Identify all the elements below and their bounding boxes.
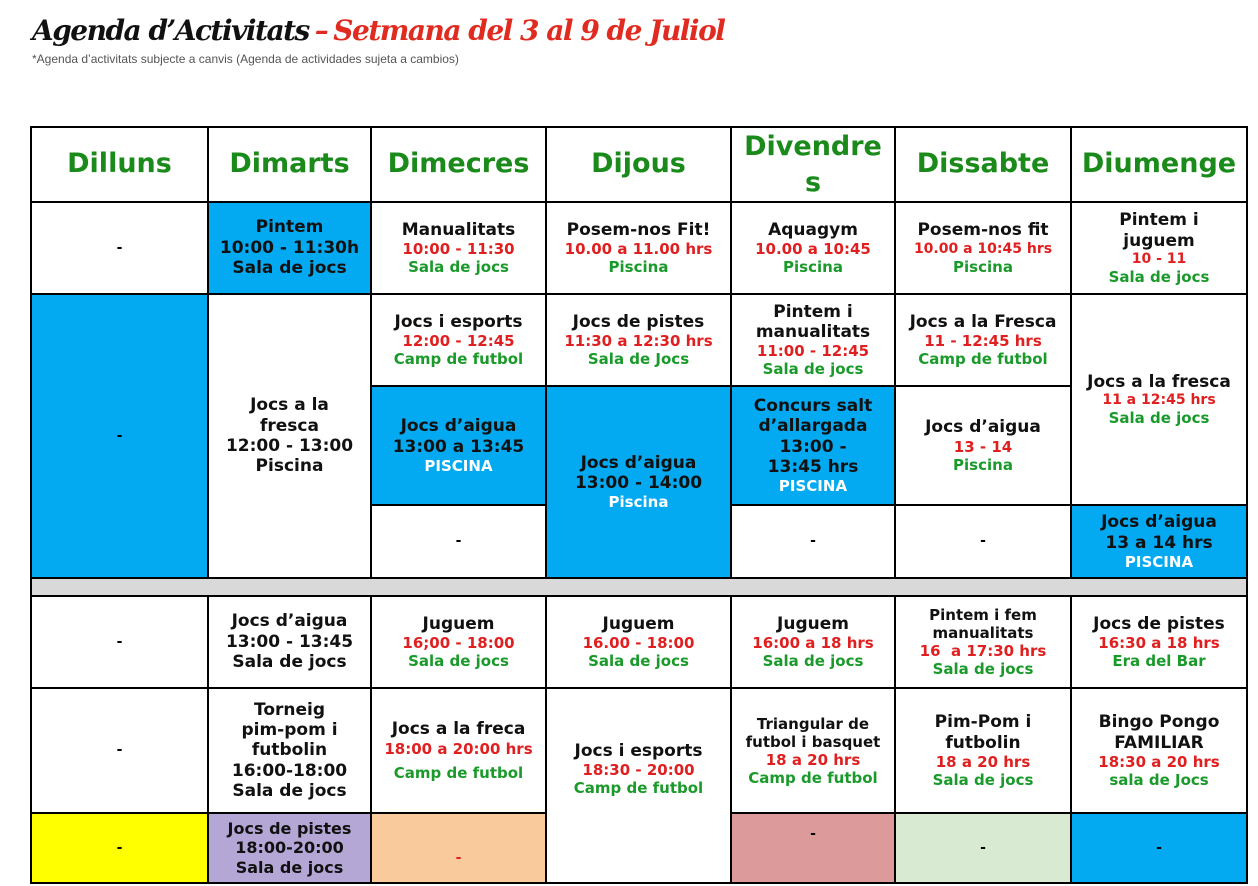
activity-location: Piscina <box>783 258 843 277</box>
activity-time: 11 a 12:45 hrs <box>1102 392 1216 409</box>
activity-title: Aquagym <box>768 219 858 240</box>
activity-cell <box>894 293 1072 387</box>
empty-dash: - <box>980 839 986 856</box>
activity-time: 10:00 - 11:30 <box>402 240 515 259</box>
activity-time: 18:00-20:00 <box>235 838 344 858</box>
activity-time: 18:30 - 20:00 <box>582 761 695 780</box>
activity-title: Jocs de pistes <box>227 819 352 839</box>
header-label: Dimarts <box>229 148 350 180</box>
activity-location: Piscina <box>255 456 324 477</box>
activity-time: 16:00-18:00 <box>231 760 348 781</box>
activity-time: 12:00 - 12:45 <box>402 332 515 351</box>
title-week: Setmana del 3 al 9 de Juliol <box>333 14 725 47</box>
saturday-slot-night <box>894 812 1072 884</box>
activity-cell <box>894 201 1072 295</box>
activity-time: 16:30 a 18 hrs <box>1098 634 1220 653</box>
monday-slot-evening <box>30 687 209 814</box>
empty-dash: - <box>455 533 462 550</box>
activity-location: Sala de jocs <box>932 770 1034 789</box>
monday-slot-morning <box>30 201 209 295</box>
empty-dash: - <box>116 742 123 759</box>
empty-dash: - <box>455 849 462 866</box>
activity-cell <box>730 201 896 295</box>
activity-time: 16:00 a 18 hrs <box>752 634 874 653</box>
activity-cell <box>545 385 732 579</box>
activity-cell <box>545 595 732 689</box>
monday-slot-night <box>30 812 209 884</box>
activity-location: Piscina <box>608 493 669 512</box>
activity-time: 13 - 14 <box>953 437 1013 456</box>
activity-title: Posem-nos Fit! <box>566 219 711 240</box>
wednesday-slot-empty <box>370 504 547 579</box>
activity-time: 13:00 - 13:45 <box>225 631 354 652</box>
activity-location: Sala de jocs <box>932 660 1034 678</box>
activity-time: 11:00 - 12:45 <box>756 342 870 361</box>
row-separator <box>30 577 1248 597</box>
page-title <box>32 14 724 47</box>
activity-cell <box>1070 687 1248 814</box>
activity-location: sala de Jocs <box>1109 770 1209 789</box>
header-label: Dimecres <box>387 148 530 180</box>
activity-cell <box>894 385 1072 506</box>
header-dissabte <box>894 126 1072 203</box>
header-label: Diumenge <box>1081 148 1237 180</box>
activity-title: Jocs a la freca <box>391 719 526 740</box>
activity-cell <box>1070 504 1248 579</box>
activity-cell <box>207 201 372 295</box>
activity-location: Sala de jocs <box>235 857 344 877</box>
activity-time: 13:00 - 14:00 <box>574 473 703 493</box>
activity-location: PISCINA <box>1124 552 1194 571</box>
activity-location: Camp de futbol <box>748 768 878 787</box>
activity-location: Sala de jocs <box>232 781 347 802</box>
empty-dash: - <box>980 533 986 550</box>
empty-dash: - <box>1156 839 1162 856</box>
activity-title: Bingo Pongo FAMILIAR <box>1098 712 1220 753</box>
activity-cell <box>370 201 547 295</box>
activity-location: Piscina <box>953 257 1013 276</box>
activity-title: Pintem i juguem <box>1119 210 1199 251</box>
activity-cell <box>545 293 732 387</box>
activity-title: Jocs de pistes <box>572 311 705 332</box>
activity-title: Juguem <box>777 613 849 634</box>
empty-dash: - <box>116 633 123 650</box>
activity-location: Sala de jocs <box>232 652 347 673</box>
activity-location: Sala de jocs <box>762 360 864 379</box>
activity-time: 16;00 - 18:00 <box>402 634 515 653</box>
monday-slot-afternoon <box>30 595 209 689</box>
activity-title: Jocs a la fresca <box>250 395 329 436</box>
activity-title: Jocs de pistes <box>1093 613 1225 634</box>
activity-cell <box>1070 293 1248 506</box>
activity-cell <box>370 595 547 689</box>
activity-location: Camp de futbol <box>393 350 524 369</box>
activity-cell <box>730 385 896 506</box>
saturday-slot-empty <box>894 504 1072 579</box>
activity-time: 18:30 a 20 hrs <box>1098 752 1220 771</box>
activity-location: Sala de jocs <box>762 652 864 671</box>
activity-title: Triangular de futbol i basquet <box>745 714 881 751</box>
activity-location: Sala de jocs <box>1108 267 1210 286</box>
activity-location: Camp de futbol <box>918 350 1048 369</box>
empty-dash: - <box>116 427 123 444</box>
activity-time: 12:00 - 13:00 <box>225 436 354 456</box>
activity-time: 10.00 a 10:45 <box>755 240 871 259</box>
activity-location: Piscina <box>953 455 1013 474</box>
activity-location: Era del Bar <box>1112 652 1206 671</box>
activity-title: Jocs d’aigua <box>400 416 517 437</box>
activity-title: Jocs d’aigua <box>925 417 1041 438</box>
friday-slot-night <box>730 812 896 884</box>
activity-cell <box>894 687 1072 814</box>
activity-title: Manualitats <box>401 219 516 240</box>
activity-location: Sala de jocs <box>1108 409 1210 428</box>
activity-location: Sala de jocs <box>408 258 509 277</box>
activity-time: 10 - 11 <box>1131 250 1187 267</box>
activity-location: PISCINA <box>424 456 493 475</box>
header-dimecres <box>370 126 547 203</box>
activity-time: 11:30 a 12:30 hrs <box>564 332 713 351</box>
activity-location: Sala de jocs <box>232 258 347 279</box>
activity-location: Sala de Jocs <box>587 350 690 369</box>
activity-title: Jocs i esports <box>574 741 703 761</box>
activity-title: Jocs a la fresca <box>1087 371 1231 392</box>
activity-time: 18 a 20 hrs <box>935 752 1031 771</box>
activity-title: Torneig pim-pom i futbolin <box>241 699 338 761</box>
activity-location: Sala de jocs <box>588 652 689 671</box>
activity-cell <box>545 201 732 295</box>
activity-title: Juguem <box>602 613 675 634</box>
activity-cell <box>207 293 372 579</box>
activity-time: 10.00 a 11.00 hrs <box>564 240 713 259</box>
title-separator: – <box>314 14 328 47</box>
header-label: Dijous <box>591 148 686 180</box>
activity-cell <box>545 687 732 884</box>
activity-time: 13:00 - 13:45 hrs <box>767 436 859 477</box>
friday-slot-empty <box>730 504 896 579</box>
activity-cell <box>894 595 1072 689</box>
activity-location: Sala de jocs <box>408 652 509 671</box>
activity-location: Piscina <box>608 258 669 277</box>
header-label: Dilluns <box>67 148 172 180</box>
empty-dash: - <box>116 239 123 256</box>
activity-time: 18 a 20 hrs <box>765 750 861 769</box>
activity-time: 18:00 a 20:00 hrs <box>384 739 533 758</box>
activity-title: Jocs a la Fresca <box>909 311 1057 332</box>
activity-cell <box>370 687 547 814</box>
activity-title: Pim-Pom i futbolin <box>934 712 1032 753</box>
activity-cell <box>207 812 372 884</box>
empty-dash: - <box>810 826 816 842</box>
activity-title: Concurs salt d’allargada <box>753 395 873 437</box>
activity-title: Pintem <box>255 217 324 238</box>
header-label: Dissabte <box>916 148 1050 180</box>
activity-cell <box>1070 201 1248 295</box>
activity-cell <box>1070 595 1248 689</box>
activity-title: Pintem i fem manualitats <box>929 606 1037 642</box>
activity-time: 13 a 14 hrs <box>1105 532 1213 553</box>
wednesday-slot-night <box>370 812 547 884</box>
activity-location: PISCINA <box>778 477 848 496</box>
sunday-slot-night <box>1070 812 1248 884</box>
activity-time: 13:00 a 13:45 <box>392 436 525 457</box>
activity-title: Jocs i esports <box>394 311 523 332</box>
activity-time: 16.00 - 18:00 <box>582 634 695 653</box>
activity-title: Jocs d’aigua <box>231 611 348 632</box>
header-dilluns <box>30 126 209 203</box>
activity-time: 10:00 - 11:30h <box>219 237 360 258</box>
title-agenda: Agenda d’Activitats <box>32 14 309 47</box>
activity-cell <box>730 687 896 814</box>
activity-location: Camp de futbol <box>573 779 704 798</box>
activity-title: Pintem i manualitats <box>755 301 871 342</box>
activity-cell <box>207 595 372 689</box>
activity-cell <box>730 595 896 689</box>
activity-time: 11 - 12:45 hrs <box>924 332 1042 351</box>
header-label: Divendres <box>744 131 882 198</box>
monday-slot-midday <box>30 293 209 579</box>
activity-title: Juguem <box>422 613 495 634</box>
activity-title: Jocs d’aigua <box>580 452 697 473</box>
activity-title: Posem-nos fit <box>917 220 1049 241</box>
activity-time: 16 a 17:30 hrs <box>919 642 1047 660</box>
empty-dash: - <box>810 533 816 550</box>
header-divendres <box>730 126 896 203</box>
activity-time: 10.00 a 10:45 hrs <box>913 240 1053 257</box>
empty-dash: - <box>116 839 123 856</box>
activity-title: Jocs d’aigua <box>1101 512 1217 533</box>
header-diumenge <box>1070 126 1248 203</box>
activity-cell <box>207 687 372 814</box>
activity-location: Camp de futbol <box>393 763 524 782</box>
header-dimarts <box>207 126 372 203</box>
header-dijous <box>545 126 732 203</box>
activity-cell <box>370 385 547 506</box>
activity-cell <box>730 293 896 387</box>
subtitle-note: *Agenda d’activitats subjecte a canvis (Agenda de actividades sujeta a cambios) <box>32 52 459 66</box>
activity-cell <box>370 293 547 387</box>
